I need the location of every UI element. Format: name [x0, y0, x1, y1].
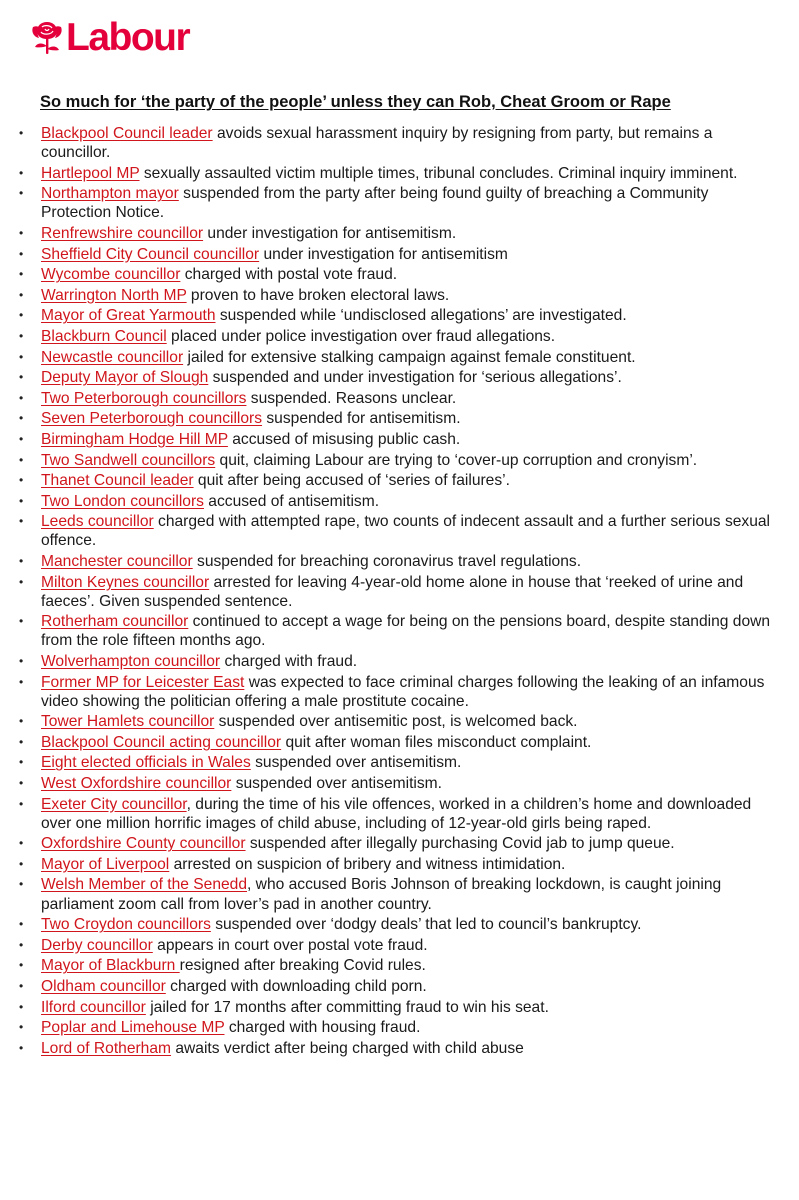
- bullet-icon: •: [19, 308, 24, 323]
- item-link[interactable]: Deputy Mayor of Slough: [41, 369, 209, 387]
- item-link[interactable]: Rotherham councillor: [41, 613, 189, 631]
- bullet-icon: •: [19, 856, 24, 871]
- item-description: , who accused Boris Johnson of breaking lockdown, is caught joining parliament zoom call from lover’s pad in another country.: [41, 876, 722, 913]
- list-item: [0, 471, 799, 490]
- list-item: [0, 774, 799, 793]
- list-item: [0, 327, 799, 346]
- bullet-icon: •: [19, 126, 24, 140]
- list-item: [0, 652, 799, 671]
- list-item: [0, 306, 799, 325]
- item-description: quit, claiming Labour are trying to ‘cover-up corruption and cronyism’.: [215, 451, 698, 469]
- list-item: [0, 795, 799, 833]
- list-item: [0, 573, 799, 611]
- bullet-icon: •: [19, 917, 24, 932]
- bullet-icon: •: [19, 836, 24, 851]
- item-description: arrested on suspicion of bribery and witness intimidation.: [169, 855, 566, 873]
- item-description: suspended over antisemitism.: [231, 775, 442, 792]
- item-link[interactable]: Derby councillor: [41, 936, 153, 954]
- bullet-icon: •: [19, 390, 24, 405]
- list-item: [0, 512, 799, 550]
- item-link[interactable]: Hartlepool MP: [41, 164, 140, 182]
- item-description: accused of antisemitism.: [203, 492, 380, 510]
- item-description: accused of misusing public cash.: [227, 430, 461, 448]
- item-link[interactable]: West Oxfordshire councillor: [41, 775, 232, 792]
- bullet-icon: •: [19, 328, 24, 343]
- list-item: [0, 451, 799, 470]
- list-item: [0, 712, 799, 731]
- bullet-icon: •: [19, 411, 24, 426]
- list-item: [0, 245, 799, 264]
- list-item: [0, 855, 799, 874]
- item-description: suspended over antisemitic post, is welcomed back.: [214, 713, 578, 731]
- bullet-icon: •: [19, 877, 24, 892]
- item-link[interactable]: Thanet Council leader: [41, 472, 194, 490]
- bullet-icon: •: [19, 1020, 24, 1035]
- bullet-icon: •: [19, 493, 24, 508]
- item-link[interactable]: Blackpool Council leader: [41, 125, 213, 142]
- bullet-icon: •: [19, 776, 24, 790]
- item-description: charged with housing fraud.: [224, 1019, 421, 1037]
- list-item: [0, 753, 799, 772]
- bullet-icon: •: [19, 165, 24, 180]
- item-description: charged with attempted rape, two counts of indecent assault and a further serious sexual offence.: [41, 513, 771, 550]
- item-description: charged with downloading child porn.: [165, 977, 427, 995]
- item-description: under investigation for antisemitism: [259, 245, 508, 263]
- item-description: proven to have broken electoral laws.: [186, 286, 450, 304]
- list-item: [0, 956, 799, 975]
- item-link[interactable]: Two Croydon councillors: [41, 916, 211, 934]
- bullet-icon: •: [19, 246, 24, 261]
- list-item: [0, 286, 799, 305]
- bullet-icon: •: [19, 553, 24, 568]
- item-description: quit after woman files misconduct complaint.: [281, 733, 592, 751]
- item-link[interactable]: Northampton mayor: [41, 185, 179, 203]
- list-item: [0, 998, 799, 1017]
- bullet-icon: •: [19, 473, 24, 488]
- list-item: [0, 389, 799, 408]
- item-description: arrested for leaving 4-year-old home alone in house that ‘reeked of urine and faeces’. Given suspended sentence.: [41, 573, 744, 610]
- bullet-icon: •: [19, 755, 24, 770]
- item-link[interactable]: Two Sandwell councillors: [41, 451, 216, 469]
- item-description: jailed for 17 months after committing fraud to win his seat.: [145, 998, 549, 1016]
- list-item: [0, 124, 799, 162]
- item-link[interactable]: Newcastle councillor: [41, 348, 184, 366]
- brand-name: Labour: [66, 15, 190, 59]
- item-link[interactable]: Blackburn Council: [41, 327, 167, 345]
- list-item: [0, 552, 799, 571]
- allegations-list: [0, 124, 799, 1059]
- item-link[interactable]: Wolverhampton councillor: [41, 652, 221, 670]
- list-item: [0, 1039, 799, 1058]
- list-item: [0, 1018, 799, 1037]
- item-link[interactable]: Mayor of Blackburn: [41, 957, 180, 975]
- item-link[interactable]: Eight elected officials in Wales: [41, 754, 251, 772]
- item-link[interactable]: Warrington North MP: [41, 286, 187, 304]
- bullet-icon: •: [19, 225, 24, 240]
- bullet-icon: •: [19, 186, 24, 201]
- list-item: [0, 977, 799, 996]
- bullet-icon: •: [19, 653, 24, 668]
- list-item: [0, 673, 799, 711]
- list-item: [0, 875, 799, 913]
- list-item: [0, 184, 799, 222]
- bullet-icon: •: [19, 978, 24, 993]
- item-description: suspended from the party after being found guilty of breaching a Community Protection Notice.: [41, 185, 709, 222]
- item-description: suspended after illegally purchasing Covid jab to jump queue.: [245, 835, 675, 853]
- item-description: resigned after breaking Covid rules.: [179, 957, 426, 975]
- bullet-icon: •: [19, 614, 24, 629]
- bullet-icon: •: [19, 937, 24, 952]
- item-description: , during the time of his vile offences, worked in a children’s home and downloaded over one million horrific images of child abuse, including of 12-year-old girls being raped.: [41, 795, 752, 832]
- list-item: [0, 224, 799, 243]
- item-description: suspended for antisemitism.: [262, 410, 461, 428]
- item-link[interactable]: Oldham councillor: [41, 977, 166, 995]
- item-link[interactable]: Blackpool Council acting councillor: [41, 733, 282, 751]
- list-item: [0, 612, 799, 650]
- bullet-icon: •: [19, 267, 24, 282]
- bullet-icon: •: [19, 796, 24, 811]
- list-item: [0, 430, 799, 449]
- item-link[interactable]: Poplar and Limehouse MP: [41, 1019, 225, 1037]
- list-item: [0, 492, 799, 511]
- item-description: placed under police investigation over fraud allegations.: [166, 327, 556, 345]
- bullet-icon: •: [19, 958, 24, 973]
- item-link[interactable]: Lord of Rotherham: [41, 1039, 172, 1057]
- item-link[interactable]: Two London councillors: [41, 492, 204, 510]
- bullet-icon: •: [19, 349, 24, 364]
- bullet-icon: •: [19, 714, 24, 729]
- item-description: suspended over ‘dodgy deals’ that led to council’s bankruptcy.: [210, 916, 642, 934]
- item-link[interactable]: Mayor of Liverpool: [41, 855, 170, 873]
- item-description: awaits verdict after being charged with child abuse: [171, 1039, 524, 1057]
- item-link[interactable]: Mayor of Great Yarmouth: [41, 307, 216, 325]
- list-item: [0, 915, 799, 934]
- item-description: was expected to face criminal charges following the leaking of an infamous video showing the politician offering a male prostitute cocaine.: [41, 673, 765, 710]
- item-link[interactable]: Birmingham Hodge Hill MP: [41, 430, 228, 448]
- bullet-icon: •: [19, 431, 24, 446]
- list-item: [0, 936, 799, 955]
- item-link[interactable]: Manchester councillor: [41, 552, 193, 570]
- list-item: [0, 834, 799, 853]
- item-link[interactable]: Leeds councillor: [41, 513, 154, 531]
- item-description: appears in court over postal vote fraud.: [152, 936, 428, 954]
- labour-logo[interactable]: [30, 14, 189, 60]
- rose-icon: [30, 18, 64, 56]
- item-description: jailed for extensive stalking campaign against female constituent.: [183, 348, 636, 366]
- item-link[interactable]: Renfrewshire councillor: [41, 224, 204, 242]
- item-description: suspended while ‘undisclosed allegations’ are investigated.: [215, 307, 627, 325]
- page-title: So much for ‘the party of the people’ unless they can Rob, Cheat Groom or Rape: [40, 93, 671, 111]
- item-description: avoids sexual harassment inquiry by resigning from party, but remains a councillor.: [41, 125, 713, 162]
- list-item: [0, 409, 799, 428]
- bullet-icon: •: [19, 734, 24, 749]
- list-item: [0, 348, 799, 367]
- list-item: [0, 164, 799, 183]
- item-description: charged with postal vote fraud.: [180, 266, 398, 284]
- bullet-icon: •: [19, 452, 24, 467]
- item-link[interactable]: Wycombe councillor: [41, 266, 181, 284]
- item-link[interactable]: Former MP for Leicester East: [41, 673, 245, 691]
- item-description: suspended for breaching coronavirus travel regulations.: [192, 552, 582, 570]
- list-item: [0, 733, 799, 752]
- list-item: [0, 368, 799, 387]
- bullet-icon: •: [19, 370, 24, 385]
- item-link[interactable]: Milton Keynes councillor: [41, 573, 210, 591]
- item-description: suspended and under investigation for ‘serious allegations’.: [208, 369, 622, 387]
- bullet-icon: •: [19, 574, 24, 589]
- item-description: suspended over antisemitism.: [250, 754, 462, 772]
- item-link[interactable]: Two Peterborough councillors: [41, 389, 247, 407]
- item-link[interactable]: Oxfordshire County councillor: [41, 835, 246, 853]
- item-description: charged with fraud.: [220, 652, 358, 670]
- item-link[interactable]: Tower Hamlets councillor: [41, 713, 215, 731]
- item-link[interactable]: Seven Peterborough councillors: [41, 410, 263, 428]
- bullet-icon: •: [19, 514, 24, 529]
- item-description: under investigation for antisemitism.: [203, 224, 457, 242]
- bullet-icon: •: [19, 1040, 24, 1055]
- item-description: sexually assaulted victim multiple times, tribunal concludes. Criminal inquiry imminent.: [139, 164, 738, 182]
- item-description: quit after being accused of ‘series of failures’.: [193, 472, 510, 490]
- list-item: [0, 265, 799, 284]
- bullet-icon: •: [19, 287, 24, 302]
- item-description: suspended. Reasons unclear.: [246, 389, 457, 407]
- item-description: continued to accept a wage for being on the pensions board, despite standing down from the role fifteen months ago.: [41, 613, 771, 650]
- item-link[interactable]: Sheffield City Council councillor: [41, 245, 260, 263]
- bullet-icon: •: [19, 999, 24, 1014]
- item-link[interactable]: Exeter City councillor: [41, 795, 187, 813]
- item-link[interactable]: Ilford councillor: [41, 998, 146, 1016]
- item-link[interactable]: Welsh Member of the Senedd: [41, 876, 248, 894]
- bullet-icon: •: [19, 674, 24, 689]
